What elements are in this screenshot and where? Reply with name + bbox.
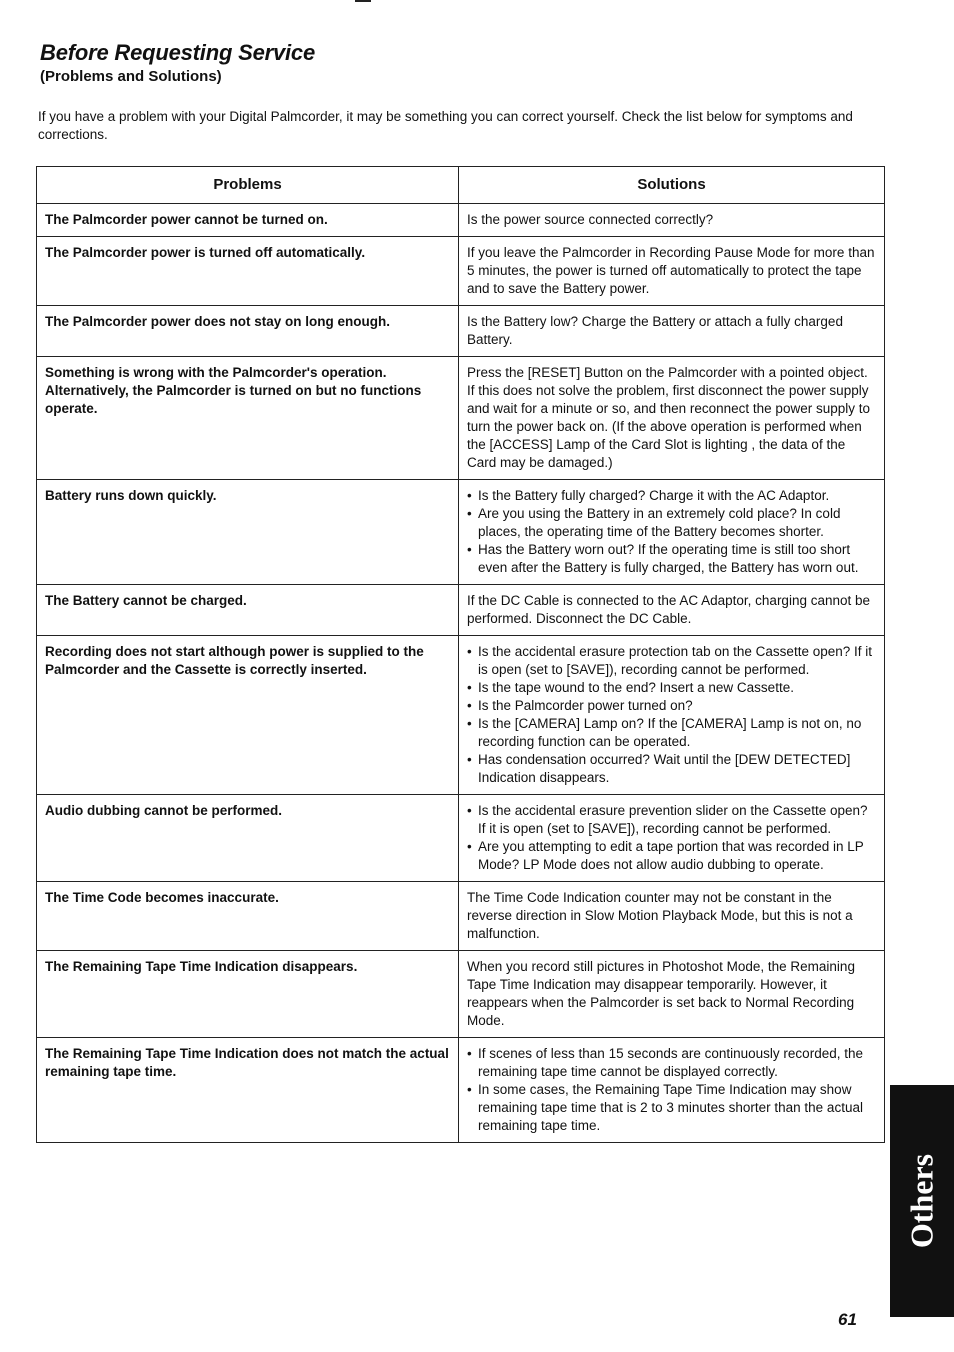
solution-bullet-list [467, 802, 876, 874]
solution-bullet: • Are you attempting to edit a tape portion that was recorded in LP Mode? LP Mode does not allow audio dubbing to operate. [467, 838, 876, 874]
table-body [37, 204, 885, 1143]
solution-bullet: • Is the [CAMERA] Lamp on? If the [CAMERA] Lamp is not on, no recording function can be operated. [467, 715, 876, 751]
section-tab [890, 1085, 954, 1317]
table-row [37, 480, 885, 585]
page-title: Before Requesting Service [40, 40, 315, 65]
problem-cell: The Battery cannot be charged. [37, 585, 459, 636]
problems-solutions-table [36, 166, 885, 1143]
page-subtitle: (Problems and Solutions) [40, 68, 222, 85]
problem-cell: The Time Code becomes inaccurate. [37, 882, 459, 951]
table-row [37, 951, 885, 1038]
header-problems: Problems [37, 167, 459, 204]
table-row [37, 357, 885, 480]
intro-paragraph: If you have a problem with your Digital Palmcorder, it may be something you can correct yourself. Check the list below for symptoms and corrections. [38, 109, 853, 142]
problem-cell: The Remaining Tape Time Indication does not match the actual remaining tape time. [37, 1038, 459, 1143]
solution-bullet: • Has the Battery worn out? If the operating time is still too short even after the Battery is fully charged, the Battery has worn out. [467, 541, 876, 577]
solution-bullet-list [467, 643, 876, 787]
solution-cell [459, 636, 885, 795]
solution-cell: Press the [RESET] Button on the Palmcorder with a pointed object. If this does not solve the problem, first disconnect the power supply and wait for a minute or so, and then reconnect the power supply to turn the power back on. (If the above operation is performed when the [ACCESS] Lamp of the Card Slot is lighting , the data of the Card may be damaged.) [459, 357, 885, 480]
solution-cell [459, 1038, 885, 1143]
table-row [37, 204, 885, 237]
solution-cell: Is the power source connected correctly? [459, 204, 885, 237]
table-row [37, 795, 885, 882]
problem-cell: Something is wrong with the Palmcorder's operation. Alternatively, the Palmcorder is turned on but no functions operate. [37, 357, 459, 480]
solution-cell: Is the Battery low? Charge the Battery or attach a fully charged Battery. [459, 306, 885, 357]
solution-bullet: • Is the accidental erasure prevention slider on the Cassette open? If it is open (set to [SAVE]), recording cannot be performed. [467, 802, 876, 838]
problem-cell: The Remaining Tape Time Indication disappears. [37, 951, 459, 1038]
table-header-row [37, 167, 885, 204]
header-solutions: Solutions [459, 167, 885, 204]
solution-cell [459, 480, 885, 585]
solution-bullet: • Is the Palmcorder power turned on? [467, 697, 876, 715]
top-edge-mark [355, 0, 371, 2]
solution-cell: When you record still pictures in Photoshot Mode, the Remaining Tape Time Indication may disappear temporarily. However, it reappears when the Palmcorder is set back to Normal Recording Mode. [459, 951, 885, 1038]
solution-bullet: • Are you using the Battery in an extremely cold place? In cold places, the operating time of the Battery becomes shorter. [467, 505, 876, 541]
solution-bullet-list [467, 1045, 876, 1135]
solution-bullet: • Is the Battery fully charged? Charge it with the AC Adaptor. [467, 487, 876, 505]
table-row [37, 882, 885, 951]
problem-cell: The Palmcorder power does not stay on long enough. [37, 306, 459, 357]
solution-cell: The Time Code Indication counter may not be constant in the reverse direction in Slow Motion Playback Mode, but this is not a malfunction. [459, 882, 885, 951]
table-row [37, 585, 885, 636]
table-row [37, 237, 885, 306]
solution-bullet: • In some cases, the Remaining Tape Time Indication may show remaining tape time that is 2 to 3 minutes shorter than the actual remaining tape time. [467, 1081, 876, 1135]
table-row [37, 306, 885, 357]
problem-cell: The Palmcorder power is turned off automatically. [37, 237, 459, 306]
solution-bullet: • Has condensation occurred? Wait until the [DEW DETECTED] Indication disappears. [467, 751, 876, 787]
problem-cell: Recording does not start although power is supplied to the Palmcorder and the Cassette is correctly inserted. [37, 636, 459, 795]
solution-cell: If you leave the Palmcorder in Recording Pause Mode for more than 5 minutes, the power is turned off automatically to protect the tape and to save the Battery power. [459, 237, 885, 306]
solution-bullet: • If scenes of less than 15 seconds are continuously recorded, the remaining tape time cannot be displayed correctly. [467, 1045, 876, 1081]
solution-bullet: • Is the tape wound to the end? Insert a new Cassette. [467, 679, 876, 697]
problem-cell: Battery runs down quickly. [37, 480, 459, 585]
solution-bullet: • Is the accidental erasure protection tab on the Cassette open? If it is open (set to [SAVE]), recording cannot be performed. [467, 643, 876, 679]
solution-bullet-list [467, 487, 876, 577]
table-row [37, 1038, 885, 1143]
table-row [37, 636, 885, 795]
problem-cell: Audio dubbing cannot be performed. [37, 795, 459, 882]
page-number: 61 [838, 1310, 857, 1329]
solution-cell: If the DC Cable is connected to the AC Adaptor, charging cannot be performed. Disconnect the DC Cable. [459, 585, 885, 636]
section-tab-label: Others [903, 1153, 940, 1249]
solution-cell [459, 795, 885, 882]
problem-cell: The Palmcorder power cannot be turned on. [37, 204, 459, 237]
